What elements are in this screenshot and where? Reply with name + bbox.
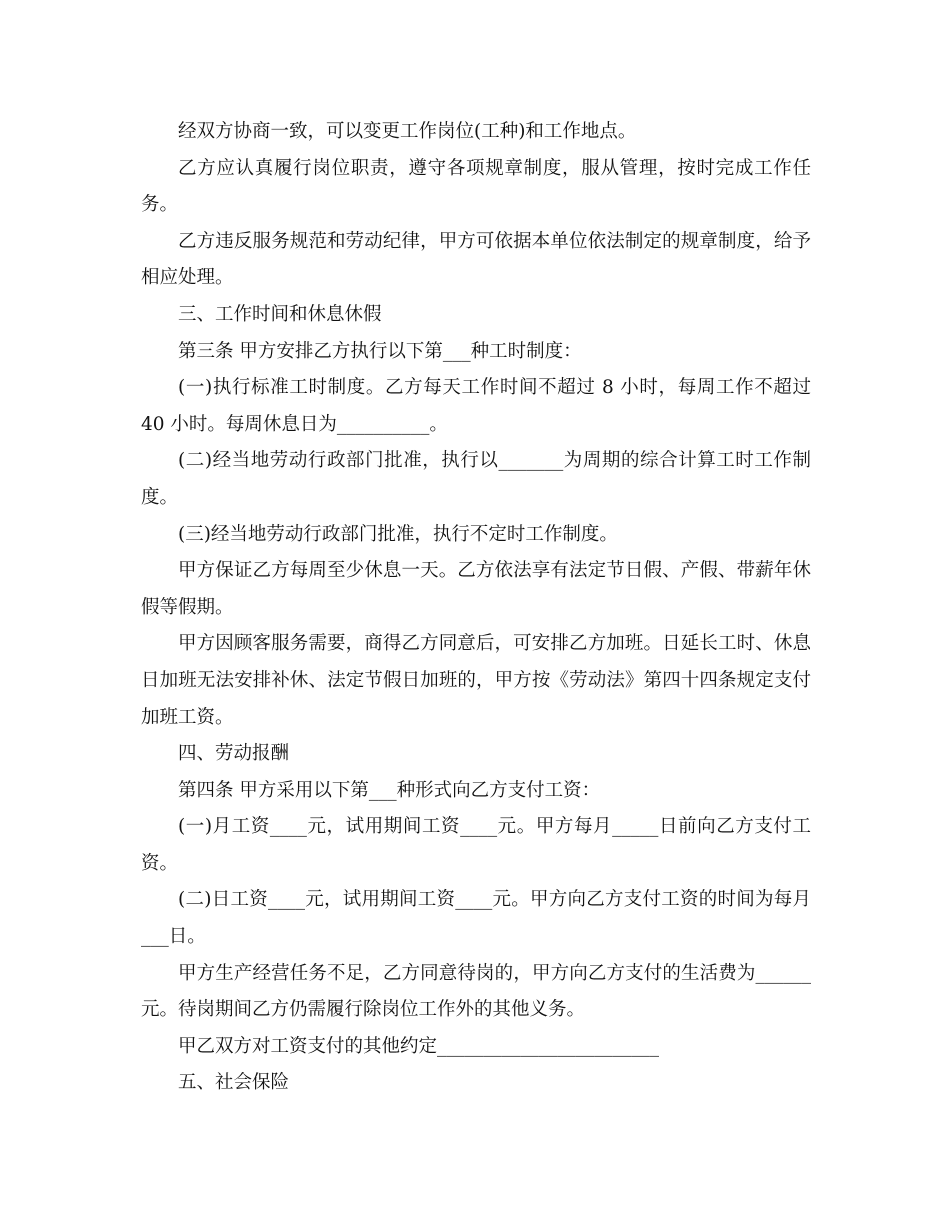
paragraph: 经双方协商一致，可以变更工作岗位(工种)和工作地点。 — [178, 121, 637, 142]
paragraph: (二)经当地劳动行政部门批准，执行以_______为周期的综合计算工时工作制度。 — [141, 450, 811, 508]
paragraph: (三)经当地劳动行政部门批准，执行不定时工作制度。 — [178, 523, 618, 545]
paragraph: (二)日工资____元，试用期间工资____元。甲方向乙方支付工资的时间为每月___日。 — [141, 889, 811, 948]
paragraph: 乙方应认真履行岗位职责，遵守各项规章制度，服从管理，按时完成工作任务。 — [141, 157, 811, 216]
paragraph: 甲方生产经营任务不足，乙方同意待岗的，甲方向乙方支付的生活费为______元。待岗期间乙方仍需履行除岗位工作外的其他义务。 — [141, 962, 811, 1021]
paragraph: 乙方违反服务规范和劳动纪律，甲方可依据本单位依法制定的规章制度，给予相应处理。 — [141, 230, 811, 289]
paragraph: (一)月工资____元，试用期间工资____元。甲方每月_____日前向乙方支付工资。 — [141, 816, 811, 874]
paragraph: 甲乙双方对工资支付的其他约定________________________ — [178, 1035, 660, 1057]
article-heading: 第四条 甲方采用以下第___种形式向乙方支付工资： — [178, 779, 601, 801]
paragraph: 甲方因顾客服务需要，商得乙方同意后，可安排乙方加班。日延长工时、休息日加班无法安排补休、法定节假日加班的，甲方按《劳动法》第四十四条规定支付加班工资。 — [141, 633, 811, 728]
document-body — [141, 114, 811, 1102]
paragraph: 甲方保证乙方每周至少休息一天。乙方依法享有法定节日假、产假、带薪年休假等假期。 — [141, 560, 811, 618]
section-heading: 五、社会保险 — [178, 1072, 290, 1094]
paragraph: (一)执行标准工时制度。乙方每天工作时间不超过 8 小时，每周工作不超过 40 小时。每周休息日为__________。 — [141, 377, 811, 435]
section-heading: 四、劳动报酬 — [178, 743, 290, 765]
article-heading: 第三条 甲方安排乙方执行以下第___种工时制度： — [178, 340, 582, 362]
section-heading: 三、工作时间和休息休假 — [178, 303, 382, 325]
